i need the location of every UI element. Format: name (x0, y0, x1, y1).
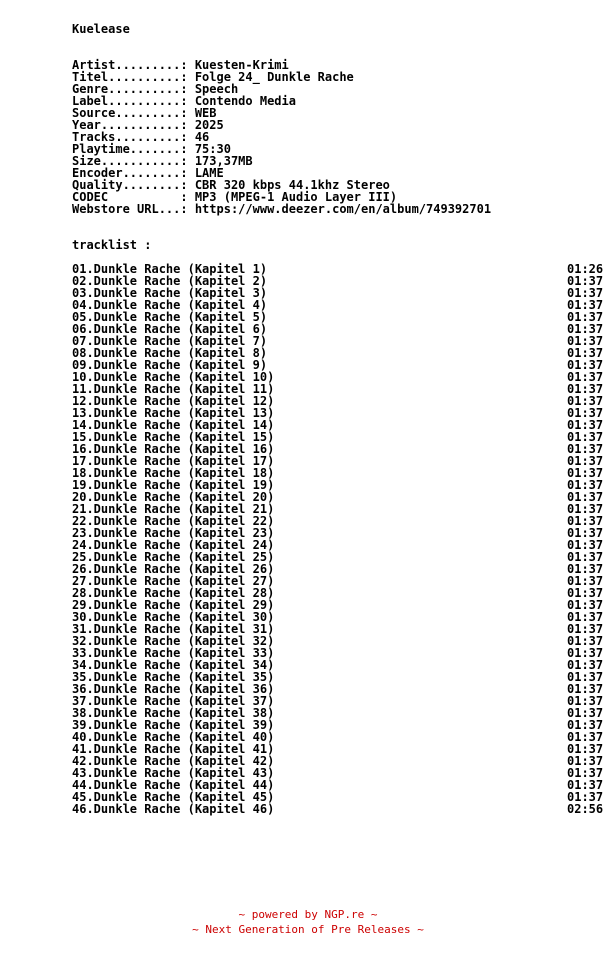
track-title: 30.Dunkle Rache (Kapitel 30) (72, 610, 275, 624)
track-title: 29.Dunkle Rache (Kapitel 29) (72, 598, 275, 612)
footer (0, 907, 616, 937)
track-duration: 02:56 (567, 802, 604, 816)
info-field-value: Kuesten-Krimi (194, 58, 289, 72)
info-field-value: 75:30 (194, 142, 231, 156)
track-title: 31.Dunkle Rache (Kapitel 31) (72, 622, 275, 636)
track-duration: 01:37 (567, 682, 604, 696)
track-title: 13.Dunkle Rache (Kapitel 13) (72, 406, 275, 420)
track-duration: 01:37 (567, 754, 604, 768)
info-field-label: Size...........: (72, 154, 188, 168)
release-title: Kuelease (72, 22, 130, 36)
tracklist-heading: tracklist : (72, 238, 152, 252)
track-duration: 01:37 (567, 562, 604, 576)
track-title: 44.Dunkle Rache (Kapitel 44) (72, 778, 275, 792)
track-duration: 01:37 (567, 622, 604, 636)
track-duration: 01:37 (567, 718, 604, 732)
info-field-label: Webstore URL...: (72, 202, 188, 216)
track-title: 32.Dunkle Rache (Kapitel 32) (72, 634, 275, 648)
track-duration: 01:37 (567, 730, 604, 744)
info-field-value: LAME (194, 166, 224, 180)
track-title: 42.Dunkle Rache (Kapitel 42) (72, 754, 275, 768)
track-duration: 01:37 (567, 442, 604, 456)
track-duration: 01:37 (567, 466, 604, 480)
track-duration: 01:37 (567, 538, 604, 552)
track-title: 09.Dunkle Rache (Kapitel 9) (72, 358, 268, 372)
track-title: 18.Dunkle Rache (Kapitel 18) (72, 466, 275, 480)
track-duration: 01:37 (567, 586, 604, 600)
track-title: 33.Dunkle Rache (Kapitel 33) (72, 646, 275, 660)
track-title: 12.Dunkle Rache (Kapitel 12) (72, 394, 275, 408)
track-duration: 01:37 (567, 274, 604, 288)
info-field-value: https://www.deezer.com/en/album/749392701 (194, 202, 492, 216)
info-field-label: Tracks.........: (72, 130, 188, 144)
info-field-label: Encoder........: (72, 166, 188, 180)
track-duration: 01:37 (567, 454, 604, 468)
track-title: 37.Dunkle Rache (Kapitel 37) (72, 694, 275, 708)
info-field-value: CBR 320 kbps 44.1khz Stereo (194, 178, 390, 192)
track-duration: 01:37 (567, 742, 604, 756)
info-field-row (72, 203, 616, 215)
track-title: 23.Dunkle Rache (Kapitel 23) (72, 526, 275, 540)
track-title: 10.Dunkle Rache (Kapitel 10) (72, 370, 275, 384)
info-field-label: Titel..........: (72, 70, 188, 84)
track-title: 22.Dunkle Rache (Kapitel 22) (72, 514, 275, 528)
info-field-value: 173,37MB (194, 154, 253, 168)
footer-tagline: ~ Next Generation of Pre Releases ~ (192, 923, 424, 936)
track-title: 41.Dunkle Rache (Kapitel 41) (72, 742, 275, 756)
info-field-value: WEB (194, 106, 217, 120)
track-duration: 01:37 (567, 778, 604, 792)
track-title: 27.Dunkle Rache (Kapitel 27) (72, 574, 275, 588)
track-duration: 01:37 (567, 430, 604, 444)
info-field-label: CODEC : (72, 190, 188, 204)
info-field-value: Contendo Media (194, 94, 296, 108)
track-duration: 01:37 (567, 490, 604, 504)
track-title: 14.Dunkle Rache (Kapitel 14) (72, 418, 275, 432)
info-field-label: Quality........: (72, 178, 188, 192)
track-duration: 01:26 (567, 262, 604, 276)
track-title: 43.Dunkle Rache (Kapitel 43) (72, 766, 275, 780)
release-info-fields (72, 59, 616, 215)
track-duration: 01:37 (567, 370, 604, 384)
track-title: 11.Dunkle Rache (Kapitel 11) (72, 382, 275, 396)
track-title: 34.Dunkle Rache (Kapitel 34) (72, 658, 275, 672)
track-row (72, 803, 616, 815)
track-duration: 01:37 (567, 766, 604, 780)
info-field-value: Speech (194, 82, 239, 96)
track-title: 35.Dunkle Rache (Kapitel 35) (72, 670, 275, 684)
tracklist (72, 263, 616, 815)
track-title: 01.Dunkle Rache (Kapitel 1) (72, 262, 268, 276)
track-duration: 01:37 (567, 658, 604, 672)
track-duration: 01:37 (567, 634, 604, 648)
track-title: 08.Dunkle Rache (Kapitel 8) (72, 346, 268, 360)
track-duration: 01:37 (567, 574, 604, 588)
track-duration: 01:37 (567, 526, 604, 540)
track-title: 03.Dunkle Rache (Kapitel 3) (72, 286, 268, 300)
track-duration: 01:37 (567, 310, 604, 324)
nfo-document (72, 23, 616, 815)
info-field-value: MP3 (MPEG-1 Audio Layer III) (194, 190, 398, 204)
track-title: 26.Dunkle Rache (Kapitel 26) (72, 562, 275, 576)
track-duration: 01:37 (567, 514, 604, 528)
track-title: 19.Dunkle Rache (Kapitel 19) (72, 478, 275, 492)
track-duration: 01:37 (567, 322, 604, 336)
info-field-label: Playtime.......: (72, 142, 188, 156)
info-field-label: Label..........: (72, 94, 188, 108)
spacer (72, 215, 616, 227)
track-title: 15.Dunkle Rache (Kapitel 15) (72, 430, 275, 444)
track-title: 40.Dunkle Rache (Kapitel 40) (72, 730, 275, 744)
track-duration: 01:37 (567, 334, 604, 348)
track-duration: 01:37 (567, 670, 604, 684)
track-duration: 01:37 (567, 706, 604, 720)
track-duration: 01:37 (567, 610, 604, 624)
track-duration: 01:37 (567, 550, 604, 564)
info-field-label: Source.........: (72, 106, 188, 120)
track-title: 45.Dunkle Rache (Kapitel 45) (72, 790, 275, 804)
track-duration: 01:37 (567, 286, 604, 300)
track-duration: 01:37 (567, 598, 604, 612)
spacer (72, 35, 616, 47)
track-duration: 01:37 (567, 298, 604, 312)
track-duration: 01:37 (567, 406, 604, 420)
spacer (72, 227, 616, 239)
track-title: 02.Dunkle Rache (Kapitel 2) (72, 274, 268, 288)
track-duration: 01:37 (567, 346, 604, 360)
track-title: 46.Dunkle Rache (Kapitel 46) (72, 802, 275, 816)
track-duration: 01:37 (567, 694, 604, 708)
footer-powered-by: ~ powered by NGP.re ~ (238, 908, 378, 921)
track-title: 39.Dunkle Rache (Kapitel 39) (72, 718, 275, 732)
track-duration: 01:37 (567, 394, 604, 408)
track-title: 16.Dunkle Rache (Kapitel 16) (72, 442, 275, 456)
info-field-value: 46 (194, 130, 210, 144)
info-field-label: Artist.........: (72, 58, 188, 72)
track-duration: 01:37 (567, 358, 604, 372)
track-title: 05.Dunkle Rache (Kapitel 5) (72, 310, 268, 324)
track-duration: 01:37 (567, 790, 604, 804)
track-title: 06.Dunkle Rache (Kapitel 6) (72, 322, 268, 336)
track-title: 24.Dunkle Rache (Kapitel 24) (72, 538, 275, 552)
track-title: 07.Dunkle Rache (Kapitel 7) (72, 334, 268, 348)
track-duration: 01:37 (567, 418, 604, 432)
track-title: 36.Dunkle Rache (Kapitel 36) (72, 682, 275, 696)
track-title: 17.Dunkle Rache (Kapitel 17) (72, 454, 275, 468)
track-duration: 01:37 (567, 382, 604, 396)
track-duration: 01:37 (567, 646, 604, 660)
track-duration: 01:37 (567, 502, 604, 516)
track-title: 04.Dunkle Rache (Kapitel 4) (72, 298, 268, 312)
info-field-value: 2025 (194, 118, 224, 132)
track-title: 25.Dunkle Rache (Kapitel 25) (72, 550, 275, 564)
track-duration: 01:37 (567, 478, 604, 492)
track-title: 21.Dunkle Rache (Kapitel 21) (72, 502, 275, 516)
track-title: 20.Dunkle Rache (Kapitel 20) (72, 490, 275, 504)
track-title: 38.Dunkle Rache (Kapitel 38) (72, 706, 275, 720)
info-field-label: Year...........: (72, 118, 188, 132)
info-field-label: Genre..........: (72, 82, 188, 96)
info-field-value: Folge 24_ Dunkle Rache (194, 70, 354, 84)
track-title: 28.Dunkle Rache (Kapitel 28) (72, 586, 275, 600)
